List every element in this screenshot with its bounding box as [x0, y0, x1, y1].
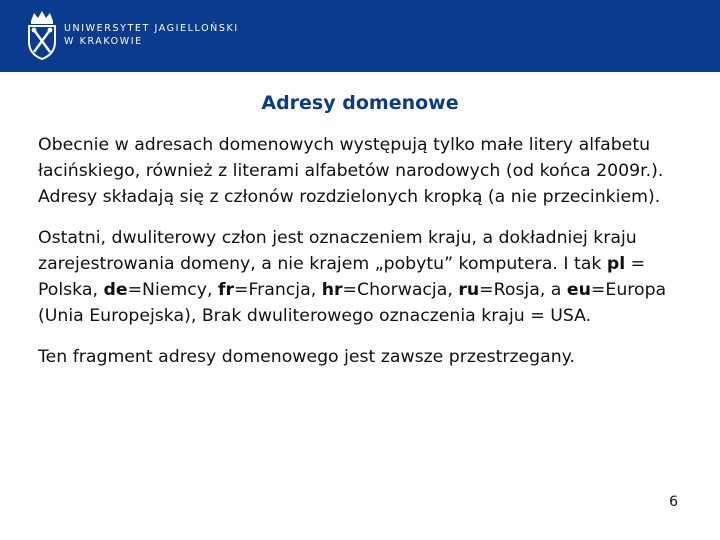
- country-code-pl: pl: [606, 254, 626, 274]
- page-number: 6: [669, 494, 678, 510]
- country-name-pl: = Polska,: [38, 254, 646, 300]
- country-name-de: =Niemcy,: [127, 280, 218, 300]
- country-code-de: de: [103, 280, 128, 300]
- country-name-fr: =Francja,: [234, 280, 322, 300]
- country-name-hr: =Chorwacja,: [342, 280, 459, 300]
- paragraph-2-intro: Ostatni, dwuliterowy człon jest oznaczeniem kraju, a dokładniej kraju zarejestrowania domeny, a nie krajem „pobytu” komputera. I tak: [38, 228, 637, 274]
- country-name-eu: =Europa (Unia Europejska), Brak dwuliterowego oznaczenia kraju = USA.: [38, 280, 667, 326]
- logo-line-1: UNIWERSYTET JAGIELLOŃSKI: [64, 23, 239, 34]
- logo-line-2: W KRAKOWIE: [64, 36, 143, 47]
- university-logo-text: [64, 22, 239, 48]
- paragraph-2: [38, 225, 698, 329]
- slide-title: Adresy domenowe: [261, 92, 459, 114]
- slide-body: [38, 132, 698, 385]
- country-code-eu: eu: [566, 280, 591, 300]
- paragraph-1: Obecnie w adresach domenowych występują tylko małe litery alfabetu łacińskiego, również z literami alfabetów narodowych (od końca 2009r.). Adresy składają się z członów rozdzielonych kropką (a nie przecinkiem).: [38, 135, 664, 207]
- country-code-fr: fr: [217, 280, 234, 300]
- header-bar: [0, 0, 720, 72]
- country-name-ru: =Rosja, a: [479, 280, 567, 300]
- country-code-ru: ru: [458, 280, 480, 300]
- country-code-hr: hr: [321, 280, 343, 300]
- university-crest-icon: [26, 10, 58, 60]
- paragraph-3: Ten fragment adresy domenowego jest zawsze przestrzegany.: [38, 347, 575, 367]
